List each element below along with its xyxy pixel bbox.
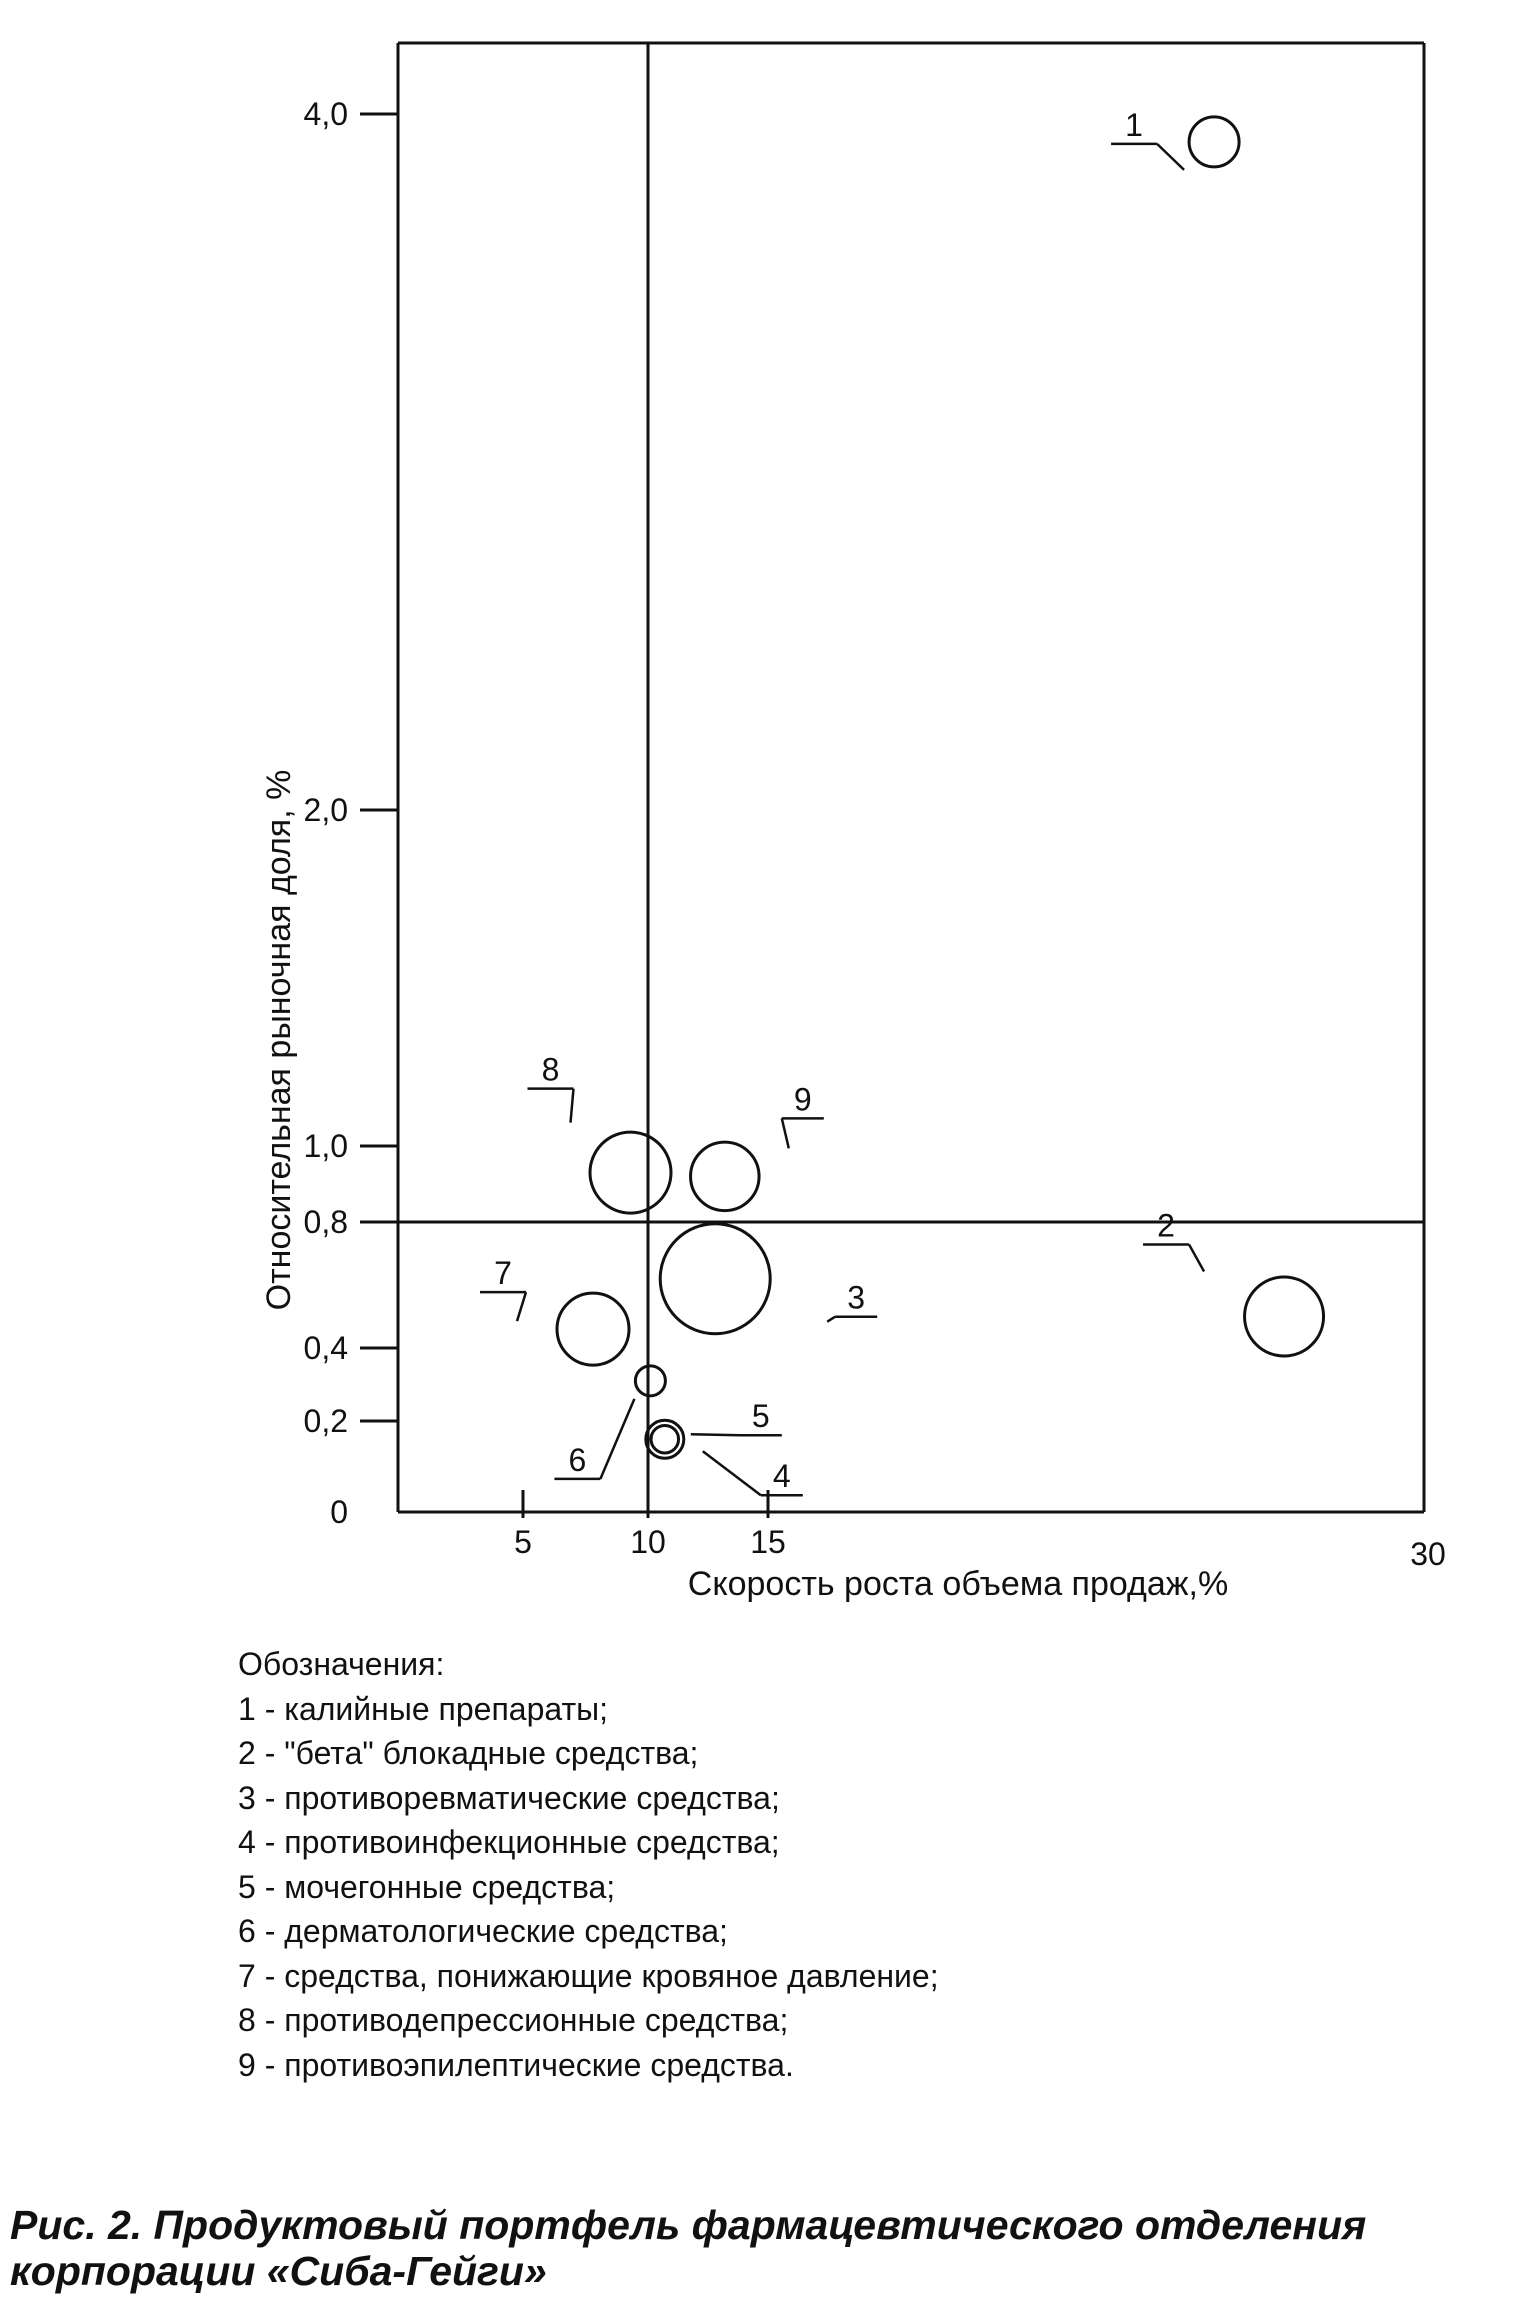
bubble-label-6: 6 xyxy=(568,1441,587,1478)
bubble-leader-1 xyxy=(1111,144,1184,170)
legend-item-8: 8 - противодепрессионные средства; xyxy=(238,2002,789,2038)
bubble-8 xyxy=(590,1132,671,1213)
axis-ticks xyxy=(304,96,1446,1572)
quadrant-dividers xyxy=(398,43,1424,1512)
caption-line-2: корпорации «Сиба-Гейги» xyxy=(10,2248,547,2294)
y-tick-label: 2,0 xyxy=(303,792,348,828)
bubble-label-8: 8 xyxy=(541,1051,560,1088)
y-axis-title: Относительная рыночная доля, % xyxy=(260,769,298,1311)
plot-frame xyxy=(398,43,1424,1512)
bubble-leader-9 xyxy=(782,1118,824,1148)
y-tick-label: 1,0 xyxy=(303,1128,348,1164)
bubble-leader-6 xyxy=(554,1399,634,1479)
y-tick-label: 4,0 xyxy=(303,96,348,132)
legend-item-9: 9 - противоэпилептические средства. xyxy=(238,2046,794,2083)
bubble-group-7 xyxy=(480,1255,629,1365)
bubble-9 xyxy=(691,1142,760,1211)
bubble-group-2 xyxy=(1143,1208,1324,1357)
figure-caption xyxy=(10,2202,1520,2294)
legend-item-2: 2 - "бета" блокадные средства; xyxy=(238,1735,699,1771)
bubble-label-7: 7 xyxy=(494,1255,512,1292)
bubble-label-4: 4 xyxy=(772,1458,791,1495)
bubble-group-5 xyxy=(651,1398,782,1453)
legend-item-7: 7 - средства, понижающие кровяное давление; xyxy=(238,1957,939,1994)
legend-item-3: 3 - противоревматические средства; xyxy=(238,1779,780,1816)
bubble-leader-3 xyxy=(827,1317,877,1322)
x-tick-label: 30 xyxy=(1410,1536,1446,1572)
caption-line-1: Рис. 2. Продуктовый портфель фармацевтического отделения xyxy=(10,2202,1367,2248)
bubble-label-9: 9 xyxy=(793,1081,812,1118)
bubble-label-2: 2 xyxy=(1157,1207,1175,1244)
legend-item-5: 5 - мочегонные средства; xyxy=(238,1868,616,1905)
bubble-1 xyxy=(1189,117,1239,167)
legend-title: Обозначения: xyxy=(238,1646,445,1682)
legend-item-4: 4 - противоинфекционные средства; xyxy=(238,1824,780,1860)
bubble-label-1: 1 xyxy=(1125,106,1143,143)
bubble-2 xyxy=(1245,1277,1324,1356)
y-tick-label: 0,4 xyxy=(303,1330,348,1366)
bubble-group-4 xyxy=(646,1420,803,1495)
bubble-label-3: 3 xyxy=(847,1279,866,1316)
x-tick-label: 15 xyxy=(750,1524,786,1560)
bubbles xyxy=(480,107,1324,1495)
x-tick-label: 5 xyxy=(514,1524,532,1560)
y-tick-label: 0,8 xyxy=(303,1204,348,1240)
bubble-leader-8 xyxy=(528,1089,574,1123)
bubble-3 xyxy=(660,1224,770,1334)
legend xyxy=(238,1642,1438,2087)
bubble-leader-7 xyxy=(480,1292,526,1321)
legend-item-6: 6 - дерматологические средства; xyxy=(238,1913,728,1949)
bubble-group-9 xyxy=(691,1081,824,1210)
bubble-leader-5 xyxy=(691,1434,782,1435)
bubble-leader-2 xyxy=(1143,1245,1204,1272)
y-tick-label: 0 xyxy=(330,1494,348,1530)
x-axis-title: Скорость роста объема продаж,% xyxy=(687,1565,1229,1603)
bubble-label-5: 5 xyxy=(751,1398,770,1435)
x-tick-label: 10 xyxy=(630,1524,666,1560)
y-tick-label: 0,2 xyxy=(303,1403,348,1439)
bubble-5 xyxy=(651,1425,679,1453)
bubble-6 xyxy=(635,1366,665,1396)
legend-item-1: 1 - калийные препараты; xyxy=(238,1690,608,1727)
bubble-group-3 xyxy=(660,1224,877,1334)
bubble-7 xyxy=(557,1293,629,1365)
bubble-group-1 xyxy=(1111,107,1239,170)
